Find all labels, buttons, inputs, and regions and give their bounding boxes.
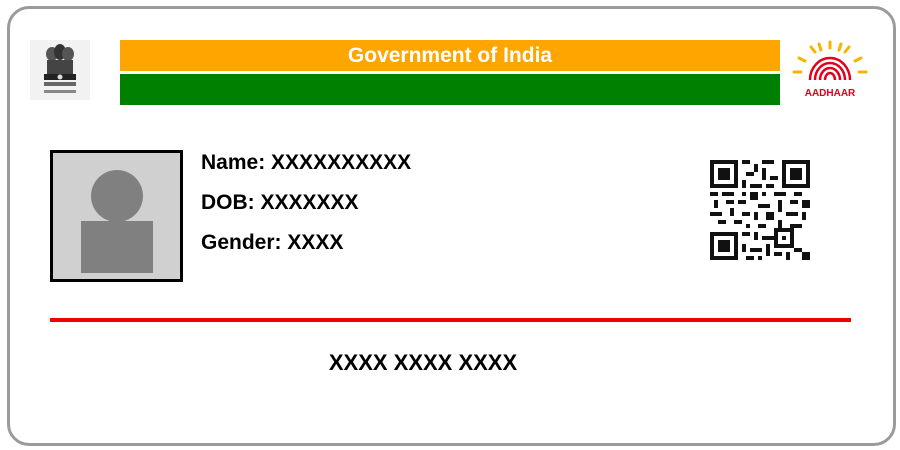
name-line bbox=[201, 151, 411, 175]
dob-value: XXXXXXX bbox=[260, 191, 359, 214]
name-label: Name: bbox=[201, 151, 266, 174]
gender-value: XXXX bbox=[287, 231, 344, 254]
divider-line bbox=[50, 318, 851, 322]
aadhaar-number: XXXX XXXX XXXX bbox=[328, 350, 518, 375]
header-title: Government of India bbox=[347, 43, 553, 67]
qr-code-icon bbox=[710, 160, 810, 260]
dob-line bbox=[201, 191, 359, 215]
gender-label: Gender: bbox=[201, 231, 282, 254]
person-silhouette-icon bbox=[53, 153, 180, 279]
national-emblem-icon bbox=[30, 40, 90, 100]
name-value: XXXXXXXXXX bbox=[271, 151, 412, 174]
dob-label: DOB: bbox=[201, 191, 255, 214]
holder-photo bbox=[50, 150, 183, 282]
header-band-orange bbox=[120, 40, 780, 71]
header-band-green bbox=[120, 74, 780, 105]
aadhaar-wordmark: AADHAAR bbox=[804, 88, 856, 99]
gender-line bbox=[201, 231, 343, 255]
aadhaar-logo-icon bbox=[781, 40, 879, 100]
